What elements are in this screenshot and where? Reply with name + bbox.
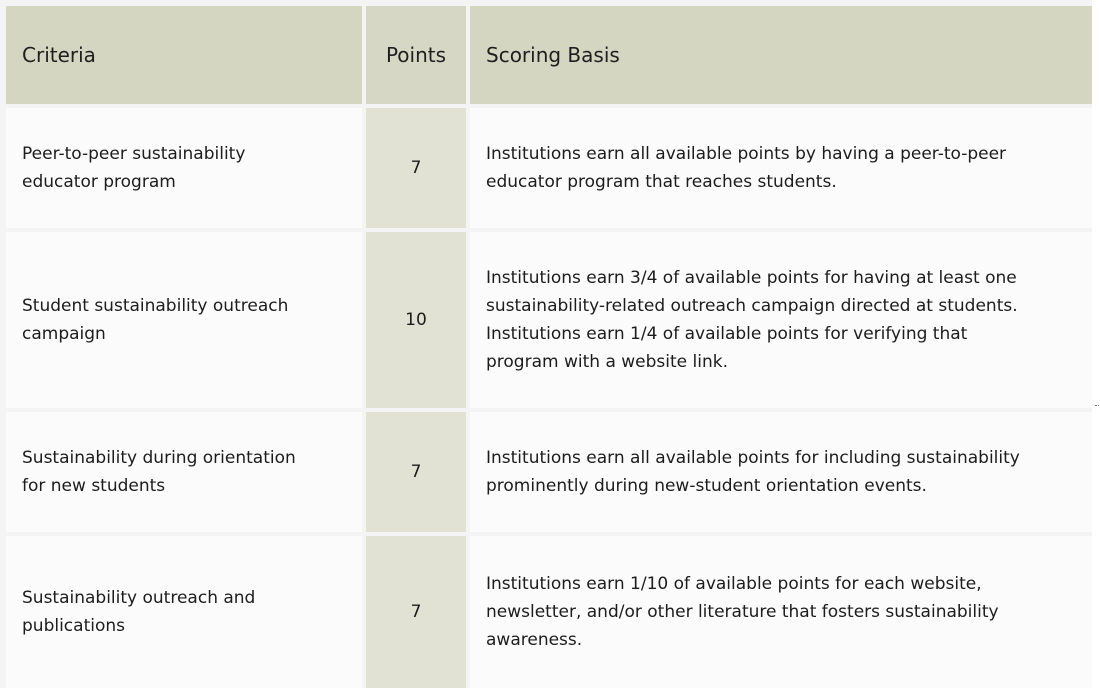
- criteria-line: Student sustainability outreach: [22, 296, 289, 316]
- table-row: [0, 412, 1092, 532]
- table-row: [0, 108, 1092, 228]
- header-scoring-basis: [470, 6, 1092, 104]
- scoring-basis-cell: [470, 232, 1092, 408]
- scoring-basis-cell: [470, 108, 1092, 228]
- scoring-line: Institutions earn all available points for including sustainability: [486, 448, 1020, 468]
- scoring-line: sustainability-related outreach campaign directed at students.: [486, 296, 1018, 316]
- edge-dot-mark: [1095, 405, 1099, 408]
- points-value: 10: [405, 310, 427, 330]
- points-cell: [366, 536, 466, 688]
- points-cell: [366, 412, 466, 532]
- criteria-cell: [6, 412, 362, 532]
- scoring-basis-cell: [470, 536, 1092, 688]
- table-row: [0, 232, 1092, 408]
- scoring-line: Institutions earn 1/4 of available points for verifying that: [486, 324, 968, 344]
- scoring-line: Institutions earn 3/4 of available points for having at least one: [486, 268, 1017, 288]
- header-scoring-basis-label: Scoring Basis: [486, 43, 620, 67]
- header-criteria: [6, 6, 362, 104]
- criteria-line: educator program: [22, 172, 176, 192]
- scoring-basis-cell: [470, 412, 1092, 532]
- points-value: 7: [410, 602, 422, 622]
- header-points-label: Points: [385, 43, 447, 67]
- criteria-cell: [6, 536, 362, 688]
- scoring-line: newsletter, and/or other literature that fosters sustainability: [486, 602, 999, 622]
- scoring-line: awareness.: [486, 630, 583, 650]
- header-points: [366, 6, 466, 104]
- criteria-line: publications: [22, 616, 125, 636]
- criteria-line: Peer-to-peer sustainability: [22, 144, 246, 164]
- criteria-line: Sustainability during orientation: [22, 448, 296, 468]
- criteria-line: Sustainability outreach and: [22, 588, 256, 608]
- criteria-line: campaign: [22, 324, 106, 344]
- header-criteria-label: Criteria: [22, 43, 96, 67]
- scoring-line: Institutions earn 1/10 of available points for each website,: [486, 574, 982, 594]
- table-row: [0, 536, 1092, 688]
- points-value: 7: [410, 158, 422, 178]
- criteria-line: for new students: [22, 476, 166, 496]
- criteria-cell: [6, 108, 362, 228]
- points-cell: [366, 232, 466, 408]
- scoring-line: prominently during new-student orientation events.: [486, 476, 927, 496]
- scoring-line: Institutions earn all available points by having a peer-to-peer: [486, 144, 1007, 164]
- scoring-line: program with a website link.: [486, 352, 728, 372]
- criteria-cell: [6, 232, 362, 408]
- scoring-line: educator program that reaches students.: [486, 172, 837, 192]
- table-header-row: [0, 6, 1092, 104]
- points-cell: [366, 108, 466, 228]
- points-value: 7: [410, 462, 422, 482]
